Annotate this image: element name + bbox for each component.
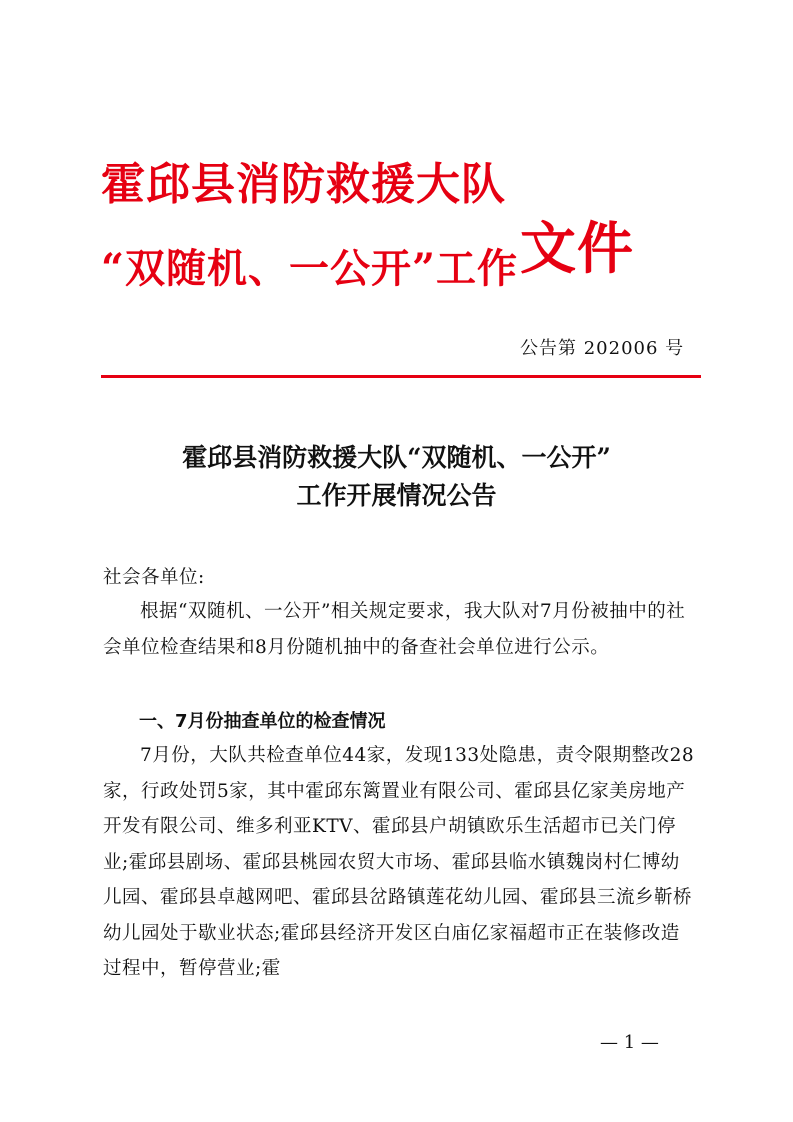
document-type-title [101,216,635,297]
document-type-label: “双随机、一公开”工作 [101,245,519,292]
issuer-title: 霍邱县消防救援大队 [101,159,506,210]
announcement-title-line-1: 霍邱县消防救援大队“双随机、一公开” [182,443,611,472]
body-paragraph-1: 根据“双随机、一公开”相关规定要求，我大队对7月份被抽中的社会单位检查结果和8月份随机抽中的备查社会单位进行公示。 [103,601,686,658]
notice-number: 公告第 202006 号 [520,338,685,359]
body-paragraph-2: 7月份，大队共检查单位44家，发现133处隐患，责令限期整改28家，行政处罚5家，其中霍邱东篱置业有限公司、霍邱县亿家美房地产开发有限公司、维多利亚KTV、霍邱县户胡镇欧乐生活超市已关门停业;霍邱县剧场、霍邱县桃园农贸大市场、霍邱县临水镇魏岗村仁博幼儿园、霍邱县卓越网吧、霍邱县岔路镇莲花幼儿园、霍邱县三流乡靳桥幼儿园处于歇业状态;霍邱县经济开发区白庙亿家福超市正在装修改造过程中，暂停营业;霍 [103,745,695,979]
announcement-title-line-2: 工作开展情况公告 [296,481,497,510]
document-type-emphasis: 文件 [520,216,635,282]
page-number: — 1 — [600,1032,659,1053]
red-divider [101,375,701,378]
salutation: 社会各单位: [103,567,205,588]
section-heading-1: 一、7月份抽查单位的检查情况 [139,711,386,732]
